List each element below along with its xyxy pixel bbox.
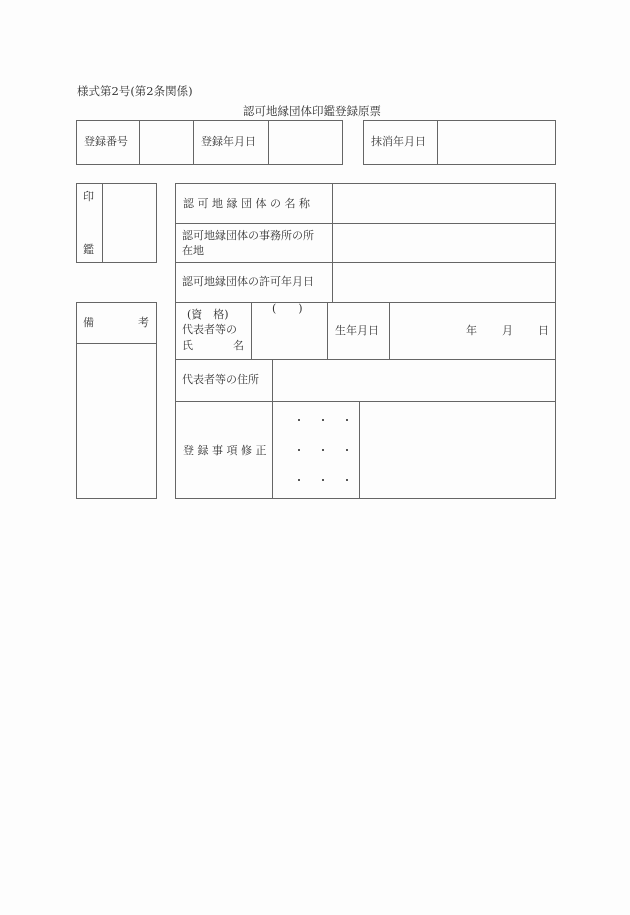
registration-number-label: 登録番号 (84, 135, 128, 148)
group-name-field[interactable] (333, 184, 555, 223)
approval-date-label: 認可地縁団体の許可年月日 (182, 275, 314, 288)
date-dot (346, 419, 348, 421)
remarks-label-right: 考 (138, 316, 149, 329)
divider (193, 120, 194, 165)
registration-date-label: 登録年月日 (201, 135, 256, 148)
seal-label-top: 印 (83, 190, 94, 203)
date-dot (346, 449, 348, 451)
rep-name-label-b: 名 (233, 339, 244, 352)
rep-qualification-parens: ( ) (272, 302, 303, 315)
seal-label-bottom: 鑑 (83, 243, 94, 256)
date-dot (322, 479, 324, 481)
birth-year-label: 年 (466, 324, 477, 337)
birth-date-label: 生年月日 (335, 324, 379, 337)
remarks-label-left: 備 (83, 316, 94, 329)
rep-name-field[interactable] (252, 303, 327, 359)
date-dot (298, 479, 300, 481)
amendment-label: 登 録 事 項 修 正 (183, 444, 267, 457)
seal-impression-area[interactable] (103, 184, 156, 262)
rep-address-field[interactable] (273, 360, 555, 401)
cancellation-date-field[interactable] (438, 121, 555, 164)
date-dot (298, 419, 300, 421)
remarks-field[interactable] (77, 344, 156, 498)
office-address-label-line2: 在地 (182, 244, 204, 257)
registration-date-field[interactable] (269, 121, 342, 164)
date-dot (298, 449, 300, 451)
approval-date-field[interactable] (333, 263, 555, 302)
office-address-field[interactable] (333, 224, 555, 262)
page-title: 認可地縁団体印鑑登録原票 (243, 104, 381, 118)
amendment-details-field[interactable] (360, 402, 555, 499)
birth-month-label: 月 (502, 324, 513, 337)
date-dot (346, 479, 348, 481)
office-address-label-line1: 認可地縁団体の事務所の所 (182, 229, 314, 242)
rep-qualification-label: (資 格) (187, 308, 229, 321)
rep-name-label: 代表者等の (182, 323, 237, 336)
group-name-label: 認 可 地 縁 団 体 の 名 称 (183, 197, 310, 210)
date-dot (322, 419, 324, 421)
birth-day-label: 日 (538, 324, 549, 337)
rep-name-label-a: 氏 (182, 339, 193, 352)
divider (327, 302, 328, 359)
date-dot (322, 449, 324, 451)
rep-address-label: 代表者等の住所 (182, 373, 259, 386)
cancellation-date-label: 抹消年月日 (371, 135, 426, 148)
registration-number-field[interactable] (140, 121, 193, 164)
form-number: 様式第2号(第2条関係) (77, 84, 193, 98)
